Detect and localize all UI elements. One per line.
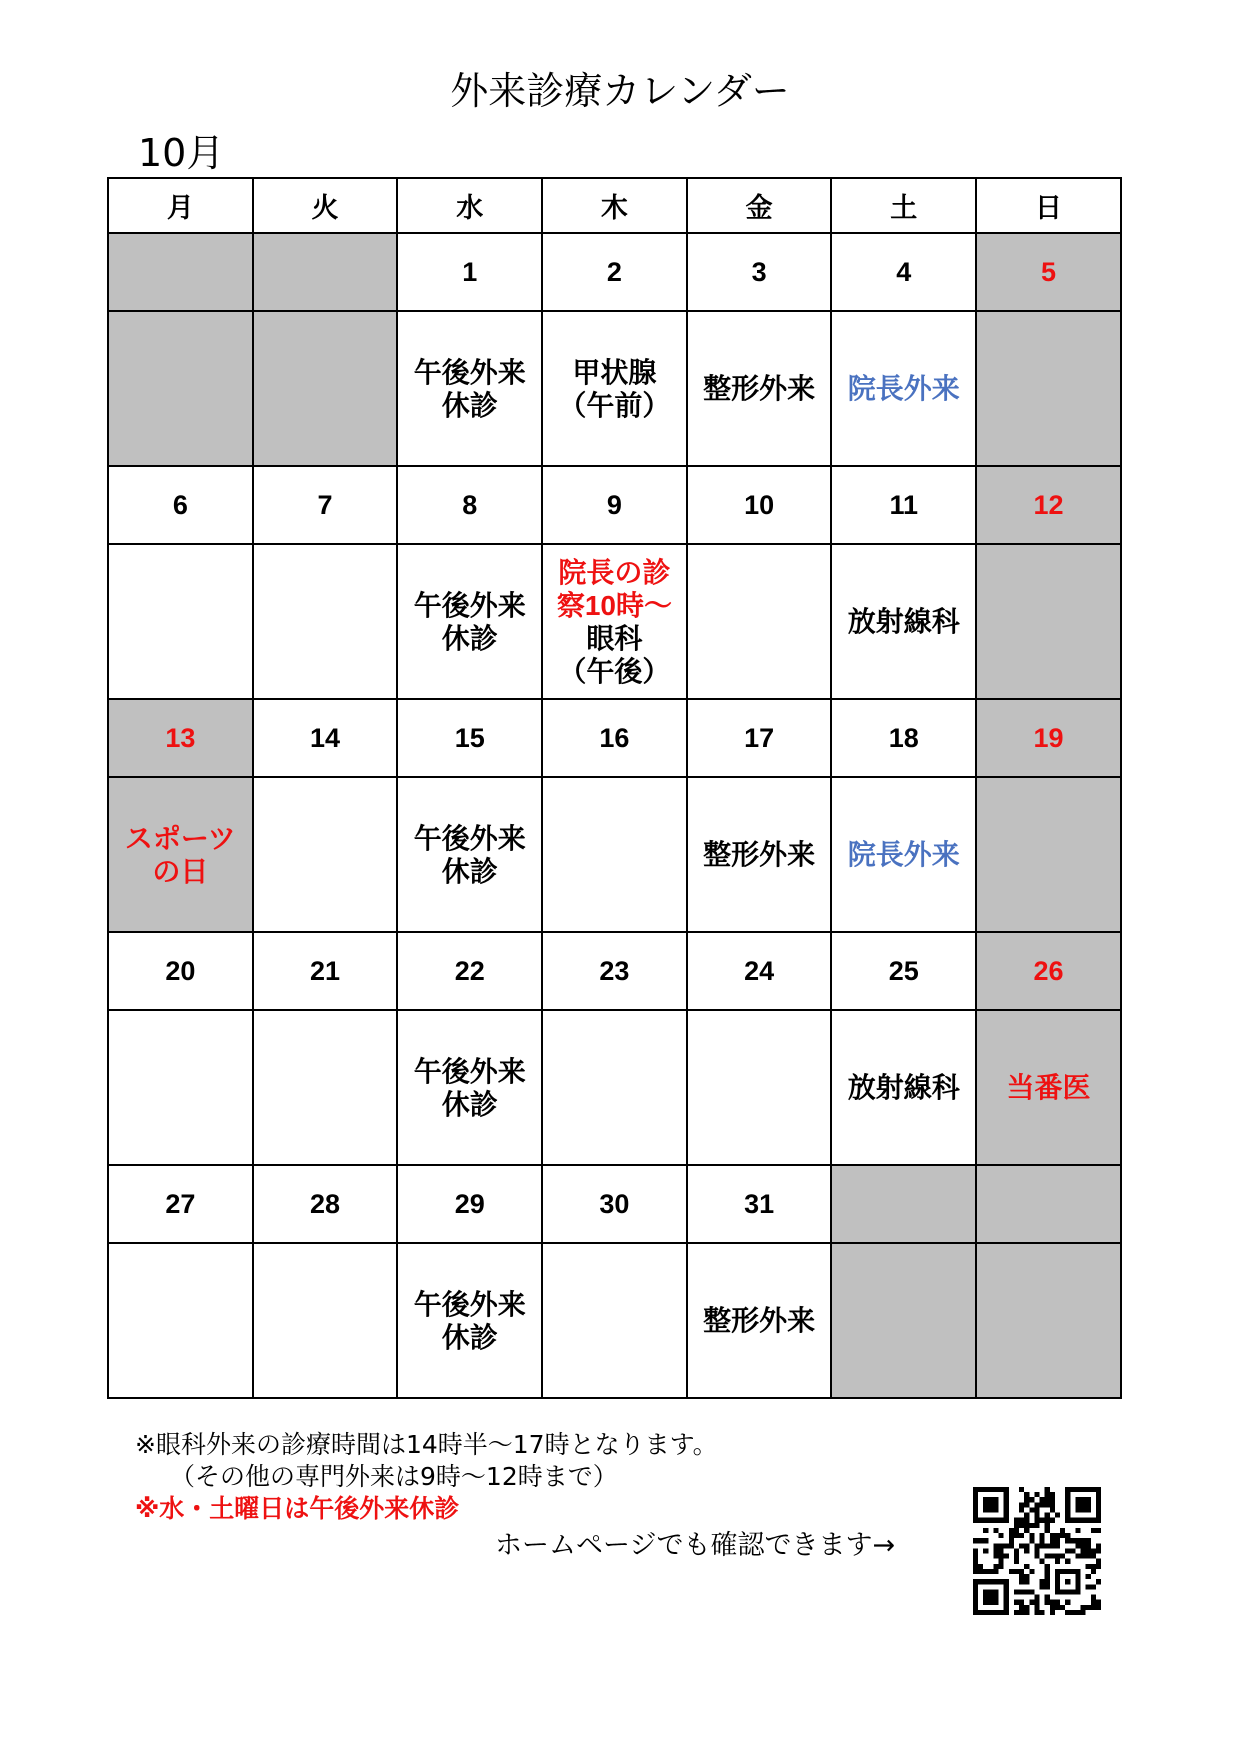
note-cell: [253, 544, 398, 699]
note-cell: [253, 777, 398, 932]
note-cell: [687, 777, 832, 932]
footer-note-specialist-hours: （その他の専門外来は9時～12時まで）: [170, 1462, 618, 1491]
note-cell: [687, 311, 832, 466]
day-number: 8: [397, 466, 542, 544]
day-number: 4: [831, 233, 976, 311]
note-text: 午後外来 休診: [413, 1288, 526, 1353]
day-cell: [976, 1165, 1121, 1243]
day-number: 2: [542, 233, 687, 311]
note-cell: [108, 1243, 253, 1398]
weekday-sun: 日: [976, 178, 1121, 233]
calendar-table: [107, 177, 1122, 1399]
day-number: 15: [397, 699, 542, 777]
day-number: 11: [831, 466, 976, 544]
day-number: 28: [253, 1165, 398, 1243]
note-cell: [542, 311, 687, 466]
note-cell: [542, 544, 687, 699]
day-number: 23: [542, 932, 687, 1010]
day-number-holiday: 5: [976, 233, 1121, 311]
note-cell: [253, 1010, 398, 1165]
note-cell: [976, 544, 1121, 699]
note-cell: [542, 1010, 687, 1165]
note-cell: [108, 544, 253, 699]
note-text-director: 院長の診 察10時～: [556, 556, 672, 621]
day-number: 18: [831, 699, 976, 777]
day-number: 6: [108, 466, 253, 544]
note-text: 午後外来 休診: [413, 589, 526, 654]
day-number: 30: [542, 1165, 687, 1243]
note-cell: [397, 1243, 542, 1398]
note-text: 甲状腺 （午前）: [558, 356, 671, 421]
note-text: 午後外来 休診: [413, 1055, 526, 1120]
note-cell: [687, 1010, 832, 1165]
note-cell: [831, 1243, 976, 1398]
note-cell: [253, 311, 398, 466]
day-number: 7: [253, 466, 398, 544]
day-cell: [253, 233, 398, 311]
day-number: 3: [687, 233, 832, 311]
day-number: 14: [253, 699, 398, 777]
note-text: 放射線科: [847, 606, 960, 637]
note-text-director: 院長外来: [847, 373, 960, 404]
note-cell: [108, 777, 253, 932]
note-cell: [542, 777, 687, 932]
note-text: 眼科 （午後）: [558, 622, 671, 687]
qr-code-icon: [973, 1487, 1101, 1615]
weekday-wed: 水: [397, 178, 542, 233]
day-number: 29: [397, 1165, 542, 1243]
day-number: 17: [687, 699, 832, 777]
note-text: 整形外来: [703, 839, 816, 870]
note-text: 整形外来: [703, 1305, 816, 1336]
note-cell: [976, 777, 1121, 932]
day-number: 1: [397, 233, 542, 311]
note-cell: [397, 311, 542, 466]
note-text: 整形外来: [703, 373, 816, 404]
note-cell: [831, 311, 976, 466]
page-title: 外来診療カレンダー: [450, 69, 790, 113]
note-cell: [542, 1243, 687, 1398]
note-text-director: 院長外来: [847, 839, 960, 870]
day-number: 16: [542, 699, 687, 777]
day-number: 10: [687, 466, 832, 544]
month-label: 10月: [138, 131, 225, 175]
note-cell: [976, 1010, 1121, 1165]
day-number-holiday: 26: [976, 932, 1121, 1010]
weekday-tue: 火: [253, 178, 398, 233]
note-cell: [687, 544, 832, 699]
day-number: 31: [687, 1165, 832, 1243]
day-number-holiday: 13: [108, 699, 253, 777]
note-cell: [831, 544, 976, 699]
day-number: 25: [831, 932, 976, 1010]
note-cell: [108, 311, 253, 466]
day-number: 22: [397, 932, 542, 1010]
note-text: 午後外来 休診: [413, 822, 526, 887]
note-cell: [976, 311, 1121, 466]
footer-homepage-text: ホームページでも確認できます→: [495, 1530, 896, 1561]
note-cell: [108, 1010, 253, 1165]
note-cell: [687, 1243, 832, 1398]
weekday-fri: 金: [687, 178, 832, 233]
day-number-holiday: 12: [976, 466, 1121, 544]
note-text-holiday: スポーツ の日: [124, 822, 236, 887]
weekday-thu: 木: [542, 178, 687, 233]
note-cell: [831, 777, 976, 932]
note-text: 午後外来 休診: [413, 356, 526, 421]
day-cell: [108, 233, 253, 311]
day-number: 27: [108, 1165, 253, 1243]
note-cell: [397, 544, 542, 699]
day-number: 9: [542, 466, 687, 544]
day-number: 24: [687, 932, 832, 1010]
weekday-sat: 土: [831, 178, 976, 233]
weekday-mon: 月: [108, 178, 253, 233]
note-cell: [253, 1243, 398, 1398]
footer-note-closed: ※水・土曜日は午後外来休診: [135, 1494, 460, 1523]
day-number-holiday: 19: [976, 699, 1121, 777]
day-number: 21: [253, 932, 398, 1010]
day-cell: [831, 1165, 976, 1243]
note-cell: [976, 1243, 1121, 1398]
note-cell: [831, 1010, 976, 1165]
note-cell: [397, 777, 542, 932]
day-number: 20: [108, 932, 253, 1010]
note-cell: [397, 1010, 542, 1165]
footer-note-eye-hours: ※眼科外来の診療時間は14時半～17時となります。: [135, 1430, 718, 1459]
note-text: 放射線科: [847, 1072, 960, 1103]
note-text-holiday: 当番医: [1006, 1072, 1091, 1103]
